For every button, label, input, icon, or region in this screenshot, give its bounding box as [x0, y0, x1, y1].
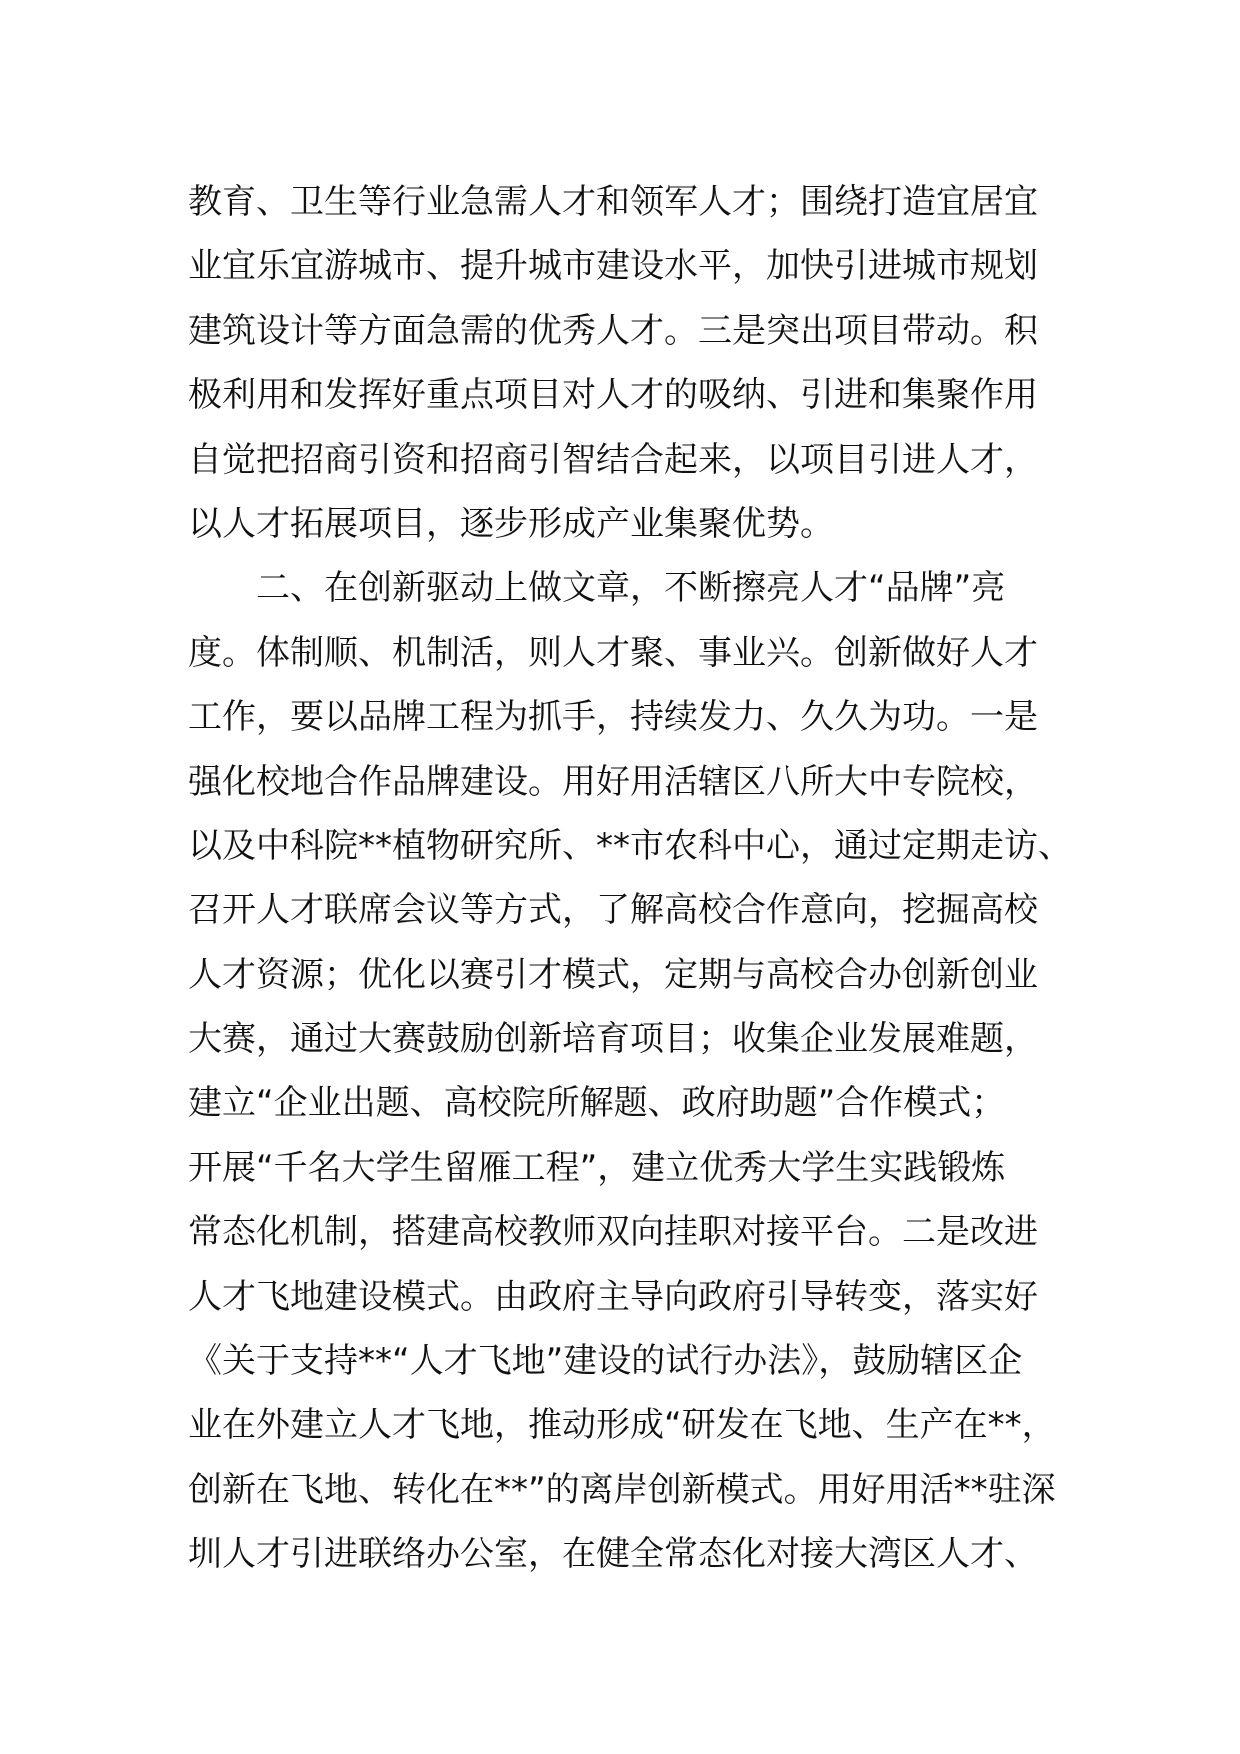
- text-line: 圳人才引进联络办公室，在健全常态化对接大湾区人才、: [188, 1534, 1038, 1575]
- text-line: 创新在飞地、转化在**”的离岸创新模式。用好用活**驻深: [188, 1469, 1056, 1510]
- text-line: 建筑设计等方面急需的优秀人才。三是突出项目带动。积: [188, 310, 1038, 351]
- text-line: 以及中科院**植物研究所、**市农科中心，通过定期走访、: [188, 825, 1072, 866]
- text-line: 常态化机制，搭建高校教师双向挂职对接平台。二是改进: [188, 1212, 1038, 1253]
- text-line: 度。体制顺、机制活，则人才聚、事业兴。创新做好人才: [188, 632, 1038, 673]
- text-line: 教育、卫生等行业急需人才和领军人才；围绕打造宜居宜: [188, 182, 1038, 222]
- text-line: 极利用和发挥好重点项目对人才的吸纳、引进和集聚作用: [188, 375, 1038, 416]
- text-line: 人才飞地建设模式。由政府主导向政府引导转变，落实好: [188, 1276, 1038, 1317]
- text-line: 大赛，通过大赛鼓励创新培育项目；收集企业发展难题，: [188, 1019, 1038, 1060]
- text-line: 建立“企业出题、高校院所解题、政府助题”合作模式；: [188, 1083, 1006, 1124]
- text-line: 自觉把招商引资和招商引智结合起来，以项目引进人才，: [188, 439, 1038, 480]
- text-line: 以人才拓展项目，逐步形成产业集聚优势。: [188, 503, 834, 544]
- text-line: 二、在创新驱动上做文章，不断擦亮人才“品牌”亮: [256, 568, 1006, 609]
- body-text: [188, 170, 1088, 1587]
- text-line: 强化校地合作品牌建设。用好用活辖区八所大中专院校，: [188, 761, 1038, 802]
- text-line: 召开人才联席会议等方式，了解高校合作意向，挖掘高校: [188, 890, 1038, 931]
- text-line: 业宜乐宜游城市、提升城市建设水平，加快引进城市规划: [188, 246, 1038, 287]
- text-line: 业在外建立人才飞地，推动形成“研发在飞地、生产在**，: [188, 1405, 1056, 1446]
- text-line: 工作，要以品牌工程为抓手，持续发力、久久为功。一是: [188, 697, 1038, 738]
- text-line: 《关于支持**“人才飞地”建设的试行办法》，鼓励辖区企: [188, 1341, 1023, 1382]
- text-line: 人才资源；优化以赛引才模式，定期与高校合办创新创业: [188, 954, 1038, 995]
- text-line: 开展“千名大学生留雁工程”，建立优秀大学生实践锻炼: [188, 1147, 1006, 1188]
